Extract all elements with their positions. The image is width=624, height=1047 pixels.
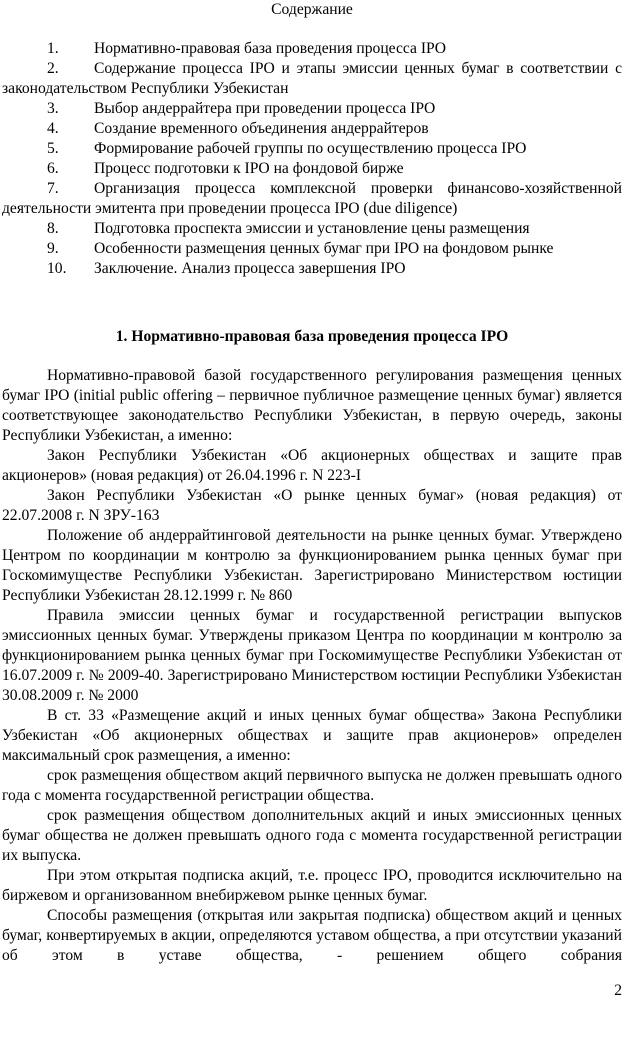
body-paragraph: При этом открытая подписка акций, т.е. процесс IPO, проводится исключительно на биржевом и организованном внебиржевом рынке ценных бумаг. bbox=[2, 867, 622, 904]
toc-item-number: 9. bbox=[47, 240, 59, 257]
body-paragraph: Способы размещения (открытая или закрытая подписка) обществом акций и ценных бумаг, конвертируемых в акции, определяются уставом общества, а при отсутствии указаний об этом в уставе общества, - решением общего собрания bbox=[2, 907, 622, 964]
toc-item-number: 6. bbox=[47, 160, 59, 177]
toc-item-number: 7. bbox=[47, 180, 59, 197]
toc-item-number: 1. bbox=[47, 40, 59, 57]
body-paragraph: срок размещения обществом дополнительных акций и иных эмиссионных ценных бумаг общества не должен превышать одного года с момента государственной регистрации их выпуска. bbox=[2, 807, 622, 864]
toc-item-text: Создание временного объединения андеррайтеров bbox=[94, 120, 429, 137]
toc-item-number: 4. bbox=[47, 120, 59, 137]
toc-item-text: Выбор андеррайтера при проведении процесса IPO bbox=[94, 100, 436, 117]
toc-item-text: Нормативно-правовая база проведения процесса IPO bbox=[94, 40, 446, 57]
toc-item-5 bbox=[2, 139, 622, 159]
page-number: 2 bbox=[614, 982, 622, 999]
toc-item-number: 10. bbox=[47, 260, 67, 277]
toc-item-text: Заключение. Анализ процесса завершения IPO bbox=[94, 260, 406, 277]
toc-item-number: 5. bbox=[47, 140, 59, 157]
toc-item-1 bbox=[2, 39, 622, 59]
toc-item-4 bbox=[2, 119, 622, 139]
toc-item-10 bbox=[2, 259, 622, 279]
toc-title: Содержание bbox=[271, 1, 353, 18]
toc-item-3 bbox=[2, 99, 622, 119]
body-paragraph: Закон Республики Узбекистан «Об акционерных обществах и защите прав акционеров» (новая редакция) от 26.04.1996 г. N 223-I bbox=[2, 447, 622, 484]
toc-item-9 bbox=[2, 239, 622, 259]
toc-item-number: 8. bbox=[47, 220, 59, 237]
toc-item-text: Особенности размещения ценных бумаг при IPO на фондовом рынке bbox=[94, 240, 554, 257]
toc-item-6 bbox=[2, 159, 622, 179]
body-paragraph: Положение об андеррайтинговой деятельности на рынке ценных бумаг. Утверждено Центром по координации м контролю за функционированием рынка ценных бумаг при Госкомимуществе Республики Узбекистан. Зарегистрировано Министерством юстиции Республики Узбекистан 28.12.1999 г. № 860 bbox=[2, 527, 622, 604]
toc-item-text: Организация процесса комплексной проверки финансово-хозяйственной деятельности эмитента при проведении процесса IPO (due diligence) bbox=[2, 180, 622, 217]
body-paragraph: Закон Республики Узбекистан «О рынке ценных бумаг» (новая редакция) от 22.07.2008 г. N ЗРУ-163 bbox=[2, 487, 622, 524]
toc-item-text: Содержание процесса IPO и этапы эмиссии ценных бумаг в соответствии с законодательством Республики Узбекистан bbox=[2, 60, 622, 97]
table-of-contents bbox=[2, 39, 622, 279]
toc-item-number: 3. bbox=[47, 100, 59, 117]
toc-item-7 bbox=[2, 179, 622, 219]
toc-item-text: Формирование рабочей группы по осуществлению процесса IPO bbox=[94, 140, 527, 157]
body-paragraph: Правила эмиссии ценных бумаг и государственной регистрации выпусков эмиссионных ценных бумаг. Утверждены приказом Центра по координации м контролю за функционированием рынка ценных бумаг при Госкомимуществе Республики Узбекистан от 16.07.2009 г. № 2009-40. Зарегистрировано Министерством юстиции Республики Узбекистан 30.08.2009 г. № 2000 bbox=[2, 607, 622, 704]
toc-item-text: Подготовка проспекта эмиссии и установление цены размещения bbox=[94, 220, 530, 237]
section-body bbox=[2, 366, 622, 966]
toc-item-8 bbox=[2, 219, 622, 239]
document-page bbox=[2, 0, 622, 966]
section-heading: 1. Нормативно-правовая база проведения процесса IPO bbox=[115, 328, 509, 345]
body-paragraph: срок размещения обществом акций первичного выпуска не должен превышать одного года с момента государственной регистрации общества. bbox=[2, 767, 622, 804]
toc-item-text: Процесс подготовки к IPO на фондовой бирже bbox=[94, 160, 404, 177]
toc-item-number: 2. bbox=[47, 60, 59, 77]
toc-item-2 bbox=[2, 59, 622, 99]
body-paragraph: Нормативно-правовой базой государственного регулирования размещения ценных бумаг IPO (initial public offering – первичное публичное размещение ценных бумаг) является соответствующее законодательство Республики Узбекистан, в первую очередь, законы Республики Узбекистан, а именно: bbox=[2, 367, 622, 444]
body-paragraph: В ст. 33 «Размещение акций и иных ценных бумаг общества» Закона Республики Узбекистан «Об акционерных обществах и защите прав акционеров» определен максимальный срок размещения, а именно: bbox=[2, 707, 622, 764]
